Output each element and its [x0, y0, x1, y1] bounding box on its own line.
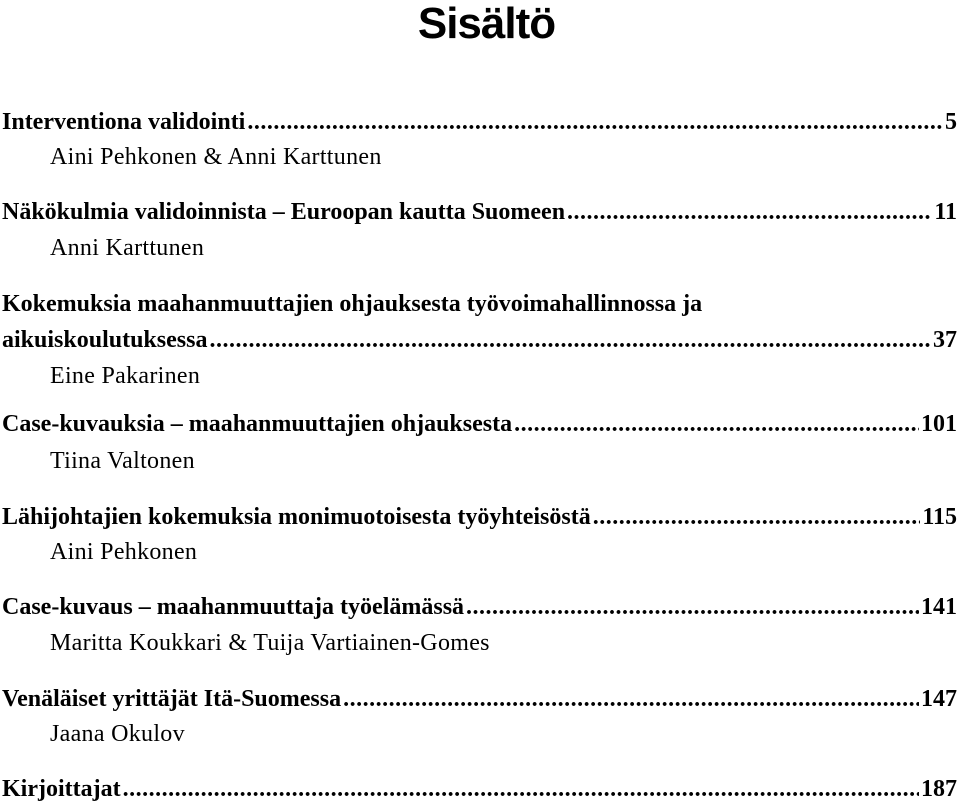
toc-entry-author: Aini Pehkonen & Anni Karttunen: [50, 144, 382, 170]
dot-leader: [209, 326, 931, 354]
dot-leader: [593, 503, 921, 531]
toc-entry[interactable]: [2, 775, 957, 803]
dot-leader: [247, 108, 943, 136]
toc-entry-author: Tiina Valtonen: [50, 448, 195, 474]
toc-entry-title: Case-kuvaus – maahanmuuttaja työelämässä: [2, 594, 465, 620]
dot-leader: [343, 685, 919, 713]
page-title: Sisältö: [417, 0, 556, 48]
toc-entry[interactable]: [2, 503, 957, 531]
toc-entry[interactable]: [2, 198, 957, 226]
dot-leader: [567, 198, 932, 226]
toc-entry-author: Jaana Okulov: [50, 721, 185, 747]
toc-entry-page: 115: [922, 504, 957, 530]
toc-entry-author: Eine Pakarinen: [50, 363, 201, 389]
dot-leader: [514, 410, 919, 438]
toc-entry[interactable]: [2, 326, 957, 354]
toc-entry-page: 187: [921, 776, 957, 802]
toc-entry-page: 101: [921, 411, 957, 437]
toc-entry-page: 147: [921, 686, 957, 712]
toc-entry-author: Aini Pehkonen: [50, 539, 198, 565]
toc-entry-title: aikuiskoulutuksessa: [2, 327, 208, 353]
toc-entry[interactable]: [2, 593, 957, 621]
toc-entry-page: 37: [933, 327, 957, 353]
toc-entry[interactable]: [2, 685, 957, 713]
toc-entry-title: Kirjoittajat: [2, 776, 121, 802]
toc-entry-page: 5: [945, 109, 957, 135]
toc-entry-page: 141: [921, 594, 957, 620]
toc-entry-title-line1: Kokemuksia maahanmuuttajien ohjauksesta työvoimahallinnossa ja: [2, 291, 703, 317]
toc-entry-page: 11: [934, 199, 957, 225]
toc-entry-title: Interventiona validointi: [2, 109, 246, 135]
toc-entry[interactable]: [2, 108, 957, 136]
toc-entry-title: Case-kuvauksia – maahanmuuttajien ohjauksesta: [2, 411, 513, 437]
toc-entry-author: Maritta Koukkari & Tuija Vartiainen-Gomes: [50, 630, 490, 656]
toc-entry-title: Näkökulmia validoinnista – Euroopan kautta Suomeen: [2, 199, 566, 225]
toc-entry-title: Venäläiset yrittäjät Itä-Suomessa: [2, 686, 342, 712]
toc-entry-author: Anni Karttunen: [50, 235, 205, 261]
dot-leader: [466, 593, 919, 621]
toc-entry-title: Lähijohtajien kokemuksia monimuotoisesta työyhteisöstä: [2, 504, 591, 530]
toc-entry[interactable]: [2, 410, 957, 438]
dot-leader: [123, 775, 919, 803]
